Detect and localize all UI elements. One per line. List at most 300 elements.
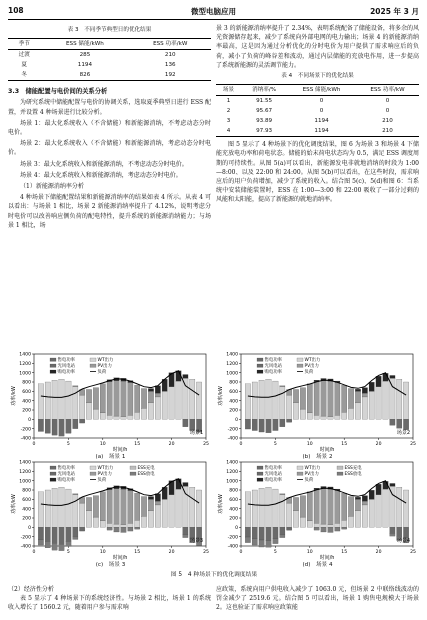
x-axis-label: 时间/h: [319, 447, 335, 452]
table-cell: 192: [164, 71, 176, 78]
bar-segment-ess_dis: [280, 535, 285, 538]
bar-segment-wt: [128, 415, 133, 419]
bar-segment-wt: [135, 412, 140, 419]
bar-segment-sell: [252, 527, 257, 538]
bar-segment-wt: [176, 381, 181, 419]
scenario-item: 场景 3：最大化系统收入和新能源消纳，不考虑动态分时电价。: [20, 160, 188, 168]
bar-segment-wt: [355, 403, 360, 420]
x-tick-label: 25: [203, 442, 209, 447]
legend-label: 负荷: [304, 370, 314, 376]
table3-header: ESS 储能/kWh: [66, 40, 104, 47]
x-tick-label: 0: [32, 550, 36, 555]
legend-label: ESS充电: [344, 466, 362, 472]
table3-header: ESS 功率/kW: [153, 40, 188, 47]
bar-segment-wt: [190, 379, 195, 419]
legend-swatch: [257, 478, 263, 481]
bar-segment-ess_dis: [266, 541, 271, 548]
paragraph: 景 3 的新能源消纳率提升了 2.34%，表明系统配备了储能设备，将多余的风光资源储存起来，减少了系统向外部电网的电力输出；场景 4 的新能源消纳率最高，这是因为通过分析优化的分时电价为用户提供了需求响应后的负荷，减小了负荷的峰谷差和波动，通过内层储能的充放电作用，进一步提高了系统新能源的灵活调节能力。: [216, 25, 419, 69]
bar-segment-buy: [183, 375, 188, 379]
bar-segment-pv: [300, 388, 305, 409]
table-cell: 97.93: [256, 127, 273, 134]
y-axis-label: 功率/kW: [11, 386, 17, 406]
bar-segment-ess_dis: [135, 527, 140, 529]
bar-segment-wt: [93, 517, 98, 527]
bar-segment-pv: [321, 381, 326, 416]
bar-segment-sell: [38, 419, 43, 431]
bar-segment-wt: [348, 516, 353, 527]
bar-segment-wt: [176, 489, 181, 527]
bar-segment-wt: [59, 379, 64, 419]
bar-segment-wt: [273, 381, 278, 419]
bar-segment-buy: [183, 483, 188, 487]
y-tick-label: -400: [227, 436, 238, 442]
bottom-left-text: [8, 585, 211, 613]
bar-segment-wt: [252, 382, 257, 419]
x-tick-label: 25: [203, 550, 209, 555]
bar-segment-pv: [86, 497, 91, 510]
bar-segment-sell: [73, 419, 78, 428]
bar-segment-wt: [79, 395, 84, 419]
y-tick-label: 1400: [19, 460, 31, 466]
bar-segment-wt: [38, 384, 43, 419]
bar-segment-pv: [135, 385, 140, 412]
y-tick-label: 200: [22, 408, 31, 414]
bar-segment-wt: [155, 505, 160, 527]
bar-segment-buy: [362, 496, 367, 502]
x-axis-label: 时间/h: [112, 555, 128, 560]
bar-segment-pv: [86, 389, 91, 402]
y-tick-label: -400: [20, 436, 31, 442]
legend-swatch: [257, 472, 263, 475]
table-cell: 0: [319, 97, 324, 104]
x-tick-label: 20: [375, 442, 382, 447]
table-cell: 91.55: [256, 97, 273, 104]
y-axis-label: 功率/kW: [218, 386, 224, 406]
bar-segment-sell: [38, 527, 43, 539]
bar-segment-buy: [355, 389, 360, 391]
bar-segment-wt: [355, 511, 360, 528]
bar-segment-pv: [114, 381, 119, 416]
table4-header: 消纳率/%: [252, 86, 277, 93]
table-row: [8, 50, 211, 61]
table4: [216, 84, 419, 137]
chart-panel-b: [215, 348, 420, 462]
legend-swatch: [257, 370, 263, 373]
table4-header: ESS 储能/kWh: [302, 86, 341, 93]
legend-label: 购电功率: [57, 478, 76, 484]
x-tick-label: 10: [99, 550, 106, 555]
bar-segment-wt: [45, 382, 50, 419]
bar-segment-buy: [362, 388, 367, 394]
legend-label: ESS放电: [344, 472, 362, 478]
bar-segment-pv: [155, 501, 160, 505]
bar-segment-sell: [190, 419, 195, 430]
x-tick-label: 25: [410, 442, 416, 447]
panel-label: (b) 场景 2: [302, 454, 333, 460]
legend-label: WT出力: [304, 358, 321, 364]
y-tick-label: 1000: [19, 479, 31, 485]
bar-segment-wt: [403, 490, 408, 527]
chart-panel-d: [215, 456, 420, 570]
bar-segment-sell: [273, 527, 278, 538]
y-tick-label: -200: [227, 535, 238, 541]
table3-caption: 表 3 不同季节典型日的优化结果: [67, 27, 152, 33]
bar-segment-pv: [148, 391, 153, 402]
scenario-label: 场景3: [189, 538, 203, 544]
legend-swatch: [90, 364, 96, 367]
y-tick-label: 800: [22, 488, 31, 494]
y-tick-label: 1200: [19, 361, 31, 367]
figure5-caption: 图 5 4 种场景下的优化调度结果: [170, 572, 258, 578]
x-tick-label: 5: [66, 550, 70, 555]
bar-segment-buy: [390, 483, 395, 486]
legend-swatch: [50, 472, 56, 475]
bar-segment-pv: [314, 490, 319, 524]
table-cell: 95.67: [256, 107, 273, 114]
y-tick-label: -200: [227, 427, 238, 433]
bar-segment-pv: [335, 382, 340, 415]
x-tick-label: 15: [134, 550, 141, 555]
legend-label: 购电功率: [264, 478, 283, 484]
bar-segment-buy: [390, 375, 395, 378]
legend-label: 售电功率: [264, 358, 283, 364]
legend-label: 购电功率: [264, 370, 283, 376]
bar-segment-wt: [286, 395, 291, 419]
x-tick-label: 15: [134, 442, 141, 447]
figure-5: [8, 348, 420, 576]
bar-segment-pv: [307, 384, 312, 413]
legend-swatch: [297, 466, 303, 469]
bar-segment-buy: [369, 490, 374, 499]
bar-segment-wt: [403, 382, 408, 419]
bar-segment-wt: [266, 487, 271, 527]
x-tick-label: 5: [273, 442, 277, 447]
bar-segment-wt: [266, 379, 271, 419]
bar-segment-wt: [300, 409, 305, 419]
bar-segment-sell: [403, 527, 408, 537]
bar-segment-pv: [73, 386, 78, 387]
bar-segment-wt: [252, 490, 257, 527]
bar-segment-wt: [335, 523, 340, 527]
legend-label: PV出力: [97, 364, 112, 370]
bar-segment-wt: [259, 380, 264, 419]
bar-segment-buy: [355, 497, 360, 499]
bar-segment-ess_dis: [328, 527, 333, 532]
bar-segment-wt: [245, 492, 250, 527]
y-axis-label: 功率/kW: [218, 494, 224, 514]
y-tick-label: -200: [20, 427, 31, 433]
panel-label: (d) 场景 4: [302, 562, 333, 568]
table-cell: 210: [382, 127, 393, 134]
legend-swatch: [50, 370, 56, 373]
legend-label: 售电功率: [57, 466, 76, 472]
y-tick-label: 800: [229, 380, 238, 386]
page-header: [0, 0, 427, 22]
bar-segment-wt: [162, 499, 167, 527]
bar-segment-wt: [376, 387, 381, 420]
paragraph: 为研究系统中储能配置与电价的协调关系，选取夏季典型日进行 ESS 配置，并设置 4 种场景进行比较分析。: [8, 99, 211, 116]
bar-segment-pv: [293, 497, 298, 510]
section-heading: 3.3 储能配置与电价间的关系分析: [8, 88, 108, 96]
table-cell: 1: [226, 97, 231, 104]
table3-header: 季节: [18, 40, 30, 47]
bar-segment-ess_dis: [342, 527, 347, 529]
bar-segment-ess_dis: [183, 535, 188, 538]
bar-segment-wt: [114, 524, 119, 527]
x-axis-label: 时间/h: [112, 447, 128, 452]
bar-segment-wt: [121, 525, 126, 528]
bar-segment-wt: [141, 408, 146, 419]
bar-segment-ess_dis: [252, 539, 257, 546]
bar-segment-ess_dis: [314, 527, 319, 530]
bar-segment-wt: [107, 523, 112, 527]
bar-segment-sell: [403, 419, 408, 429]
bar-segment-pv: [135, 493, 140, 520]
bar-segment-wt: [328, 417, 333, 420]
legend-swatch: [297, 358, 303, 361]
y-tick-label: 200: [229, 408, 238, 414]
bar-segment-wt: [300, 517, 305, 527]
bar-segment-pv: [293, 389, 298, 402]
scenario-label: 场景2: [396, 430, 410, 436]
panel-label: (c) 场景 3: [95, 562, 126, 568]
bar-segment-wt: [280, 495, 285, 528]
x-tick-label: 25: [410, 550, 416, 555]
bar-segment-sell: [252, 419, 257, 430]
bar-segment-wt: [397, 487, 402, 527]
bar-segment-pv: [121, 489, 126, 524]
y-tick-label: 400: [22, 507, 31, 513]
table-row: [8, 60, 211, 70]
y-tick-label: 600: [22, 389, 31, 395]
table-row: [216, 126, 419, 137]
legend-swatch: [50, 358, 56, 361]
bar-segment-sell: [397, 419, 402, 428]
bar-segment-sell: [286, 527, 291, 530]
y-tick-label: 0: [235, 525, 238, 531]
table-cell: 285: [79, 51, 91, 58]
legend-swatch: [257, 358, 263, 361]
bar-segment-ess_dis: [107, 527, 112, 530]
bar-segment-sell: [390, 419, 395, 425]
bar-segment-sell: [190, 527, 195, 538]
legend-swatch: [337, 472, 343, 475]
y-tick-label: -400: [227, 544, 238, 550]
bar-segment-wt: [390, 486, 395, 527]
bar-segment-ess_dis: [45, 541, 50, 548]
bar-segment-sell: [52, 527, 57, 543]
bar-segment-wt: [148, 403, 153, 420]
bar-segment-pv: [342, 493, 347, 520]
bar-segment-wt: [280, 387, 285, 420]
y-tick-label: 1000: [226, 371, 238, 377]
legend-label: WT出力: [304, 466, 321, 472]
y-tick-label: 400: [229, 507, 238, 513]
bar-segment-wt: [245, 384, 250, 419]
chart-svg: [8, 348, 213, 452]
bar-segment-pv: [355, 391, 360, 402]
bar-segment-ess_dis: [73, 537, 78, 540]
bar-segment-pv: [348, 389, 353, 409]
legend-label: 光风电站: [57, 364, 76, 370]
bar-segment-pv: [307, 492, 312, 521]
x-axis-label: 时间/h: [319, 555, 335, 560]
bar-segment-pv: [148, 499, 153, 510]
load-line: [248, 481, 406, 506]
bar-segment-wt: [348, 408, 353, 419]
bar-segment-sell: [66, 527, 71, 541]
table-cell: 冬: [21, 71, 27, 78]
bar-segment-wt: [342, 520, 347, 527]
y-tick-label: 0: [235, 417, 238, 423]
legend-swatch: [297, 364, 303, 367]
bar-segment-sell: [79, 527, 84, 531]
bar-segment-wt: [314, 415, 319, 419]
bar-segment-sell: [259, 419, 264, 432]
bar-segment-ess_dis: [59, 544, 64, 551]
bar-segment-ess_dis: [273, 539, 278, 544]
bar-segment-pv: [100, 384, 105, 413]
bar-segment-sell: [280, 527, 285, 534]
bar-segment-wt: [93, 409, 98, 419]
bar-segment-wt: [259, 488, 264, 527]
y-tick-label: 1400: [226, 460, 238, 466]
load-line: [248, 373, 406, 398]
y-tick-label: 1400: [19, 352, 31, 358]
table-cell: 826: [79, 71, 91, 78]
bar-segment-ess_dis: [259, 540, 264, 547]
bar-segment-wt: [362, 505, 367, 527]
bar-segment-wt: [128, 523, 133, 527]
bar-segment-wt: [196, 382, 201, 419]
bar-segment-wt: [383, 381, 388, 419]
bar-segment-wt: [148, 511, 153, 528]
y-tick-label: 800: [22, 380, 31, 386]
bar-segment-pv: [314, 382, 319, 416]
bar-segment-ess_dis: [128, 527, 133, 531]
bar-segment-ess_dis: [52, 543, 57, 550]
y-tick-label: 600: [229, 497, 238, 503]
legend-label: 光风电站: [264, 364, 283, 370]
bar-segment-pv: [128, 490, 133, 523]
legend-swatch: [50, 466, 56, 469]
legend-label: ESS充电: [137, 466, 155, 472]
x-tick-label: 0: [239, 442, 243, 447]
bar-segment-wt: [342, 412, 347, 419]
y-tick-label: 1200: [19, 469, 31, 475]
subsection-heading: （2）经济性分析: [8, 586, 54, 593]
legend-swatch: [130, 466, 136, 469]
bar-segment-pv: [335, 490, 340, 523]
table-row: [216, 116, 419, 126]
legend-label: 售电功率: [57, 358, 76, 364]
bar-segment-ess_dis: [390, 533, 395, 536]
bar-segment-wt: [293, 403, 298, 420]
scenario-label: 场景1: [189, 430, 203, 436]
table-cell: 210: [164, 51, 176, 58]
bar-segment-wt: [59, 487, 64, 527]
scenario-item: 场景 4：最大化系统收入和新能源消纳，考虑动态分时电价。: [20, 171, 182, 179]
bar-segment-sell: [397, 527, 402, 536]
bar-segment-pv: [141, 497, 146, 517]
bar-segment-wt: [293, 511, 298, 528]
bar-segment-sell: [66, 419, 71, 433]
table-cell: 4: [226, 127, 231, 134]
bar-segment-wt: [286, 503, 291, 527]
legend-swatch: [337, 466, 343, 469]
x-tick-label: 10: [306, 442, 313, 447]
bar-segment-ess_dis: [66, 541, 71, 546]
left-column: [8, 24, 211, 232]
bar-segment-sell: [266, 419, 271, 432]
table-cell: 0: [319, 107, 324, 114]
x-tick-label: 10: [99, 442, 106, 447]
legend-swatch: [50, 364, 56, 367]
bar-segment-pv: [280, 494, 285, 495]
bar-segment-wt: [390, 378, 395, 419]
bar-segment-sell: [259, 527, 264, 540]
legend-swatch: [90, 472, 96, 475]
y-tick-label: 0: [28, 525, 31, 531]
legend-swatch: [50, 478, 56, 481]
paragraph: 表 5 显示了 4 种场景下的系统经济性。与场景 2 相比，场景 1 的系统收入增长了 1560.2 元，随着用户参与需求响: [8, 595, 211, 612]
x-tick-label: 20: [168, 442, 175, 447]
table-cell: 0: [385, 97, 390, 104]
bar-segment-buy: [155, 386, 160, 393]
legend-label: PV出力: [97, 472, 112, 478]
panel-label: (a) 场景 1: [95, 454, 126, 460]
bar-segment-ess_dis: [245, 537, 250, 543]
y-tick-label: 400: [229, 399, 238, 405]
x-tick-label: 20: [168, 550, 175, 555]
bar-segment-pv: [128, 382, 133, 415]
x-tick-label: 0: [239, 550, 243, 555]
subsection-heading: （1）新能源消纳率分析: [20, 183, 84, 191]
y-tick-label: 200: [229, 516, 238, 522]
bar-segment-wt: [66, 381, 71, 419]
bar-segment-buy: [155, 494, 160, 501]
bar-segment-pv: [107, 382, 112, 416]
bar-segment-wt: [196, 490, 201, 527]
bar-segment-wt: [155, 397, 160, 419]
bar-segment-wt: [376, 495, 381, 528]
y-tick-label: 1200: [226, 469, 238, 475]
paragraph: 应政策，系统向用户供电收入减少了 1063.0 元，但场景 2 中联络线波动的罚金减少了 2519.6 元。结合图 5 可以看出，场景 1 购售电规模大于场景 2。这也验证了需求响应政策能: [216, 586, 419, 612]
legend-label: 光风电站: [264, 472, 283, 478]
bar-segment-sell: [280, 419, 285, 426]
bar-segment-pv: [107, 490, 112, 524]
bar-segment-pv: [121, 381, 126, 416]
bar-segment-ess_dis: [121, 527, 126, 532]
bar-segment-wt: [121, 417, 126, 420]
x-tick-label: 5: [66, 442, 70, 447]
table-cell: 2: [226, 107, 231, 114]
bar-segment-pv: [300, 496, 305, 517]
table4-header: 场景: [222, 86, 235, 93]
table-cell: 136: [164, 61, 176, 68]
legend-swatch: [130, 472, 136, 475]
paragraph: 图 5 显示了 4 种场景下的优化调度结果，图 6 为场景 3 和场景 4 下储能充放电功率和荷电状态。储能的始末荷电状态均为 0.5，满足 ESS 调度周期的可持续性。从图 5(a)可以看出，新能源发电非就地消纳的时段为 1:00—8:00、以及 22:00 和 24:00。从图 5(b)可以看出，在这些时段，需求响应后的用户负荷增加，减少了系统的收入。结合图 5(c)、5(d)和图 6：当系统中安装储能装置时，ESS 在 1:00—3:00 和 22:00 吸收了一部分过剩的风能和太阳能，提高了新能源的就地消纳率。: [216, 141, 419, 204]
table-cell: 1194: [314, 127, 329, 134]
table-row: [216, 106, 419, 116]
bar-segment-pv: [155, 393, 160, 397]
bar-segment-wt: [369, 499, 374, 527]
bar-segment-pv: [93, 388, 98, 409]
table-cell: 1194: [314, 117, 329, 124]
bar-segment-pv: [93, 496, 98, 517]
bottom-right-text: [216, 585, 419, 613]
bar-segment-pv: [114, 489, 119, 524]
